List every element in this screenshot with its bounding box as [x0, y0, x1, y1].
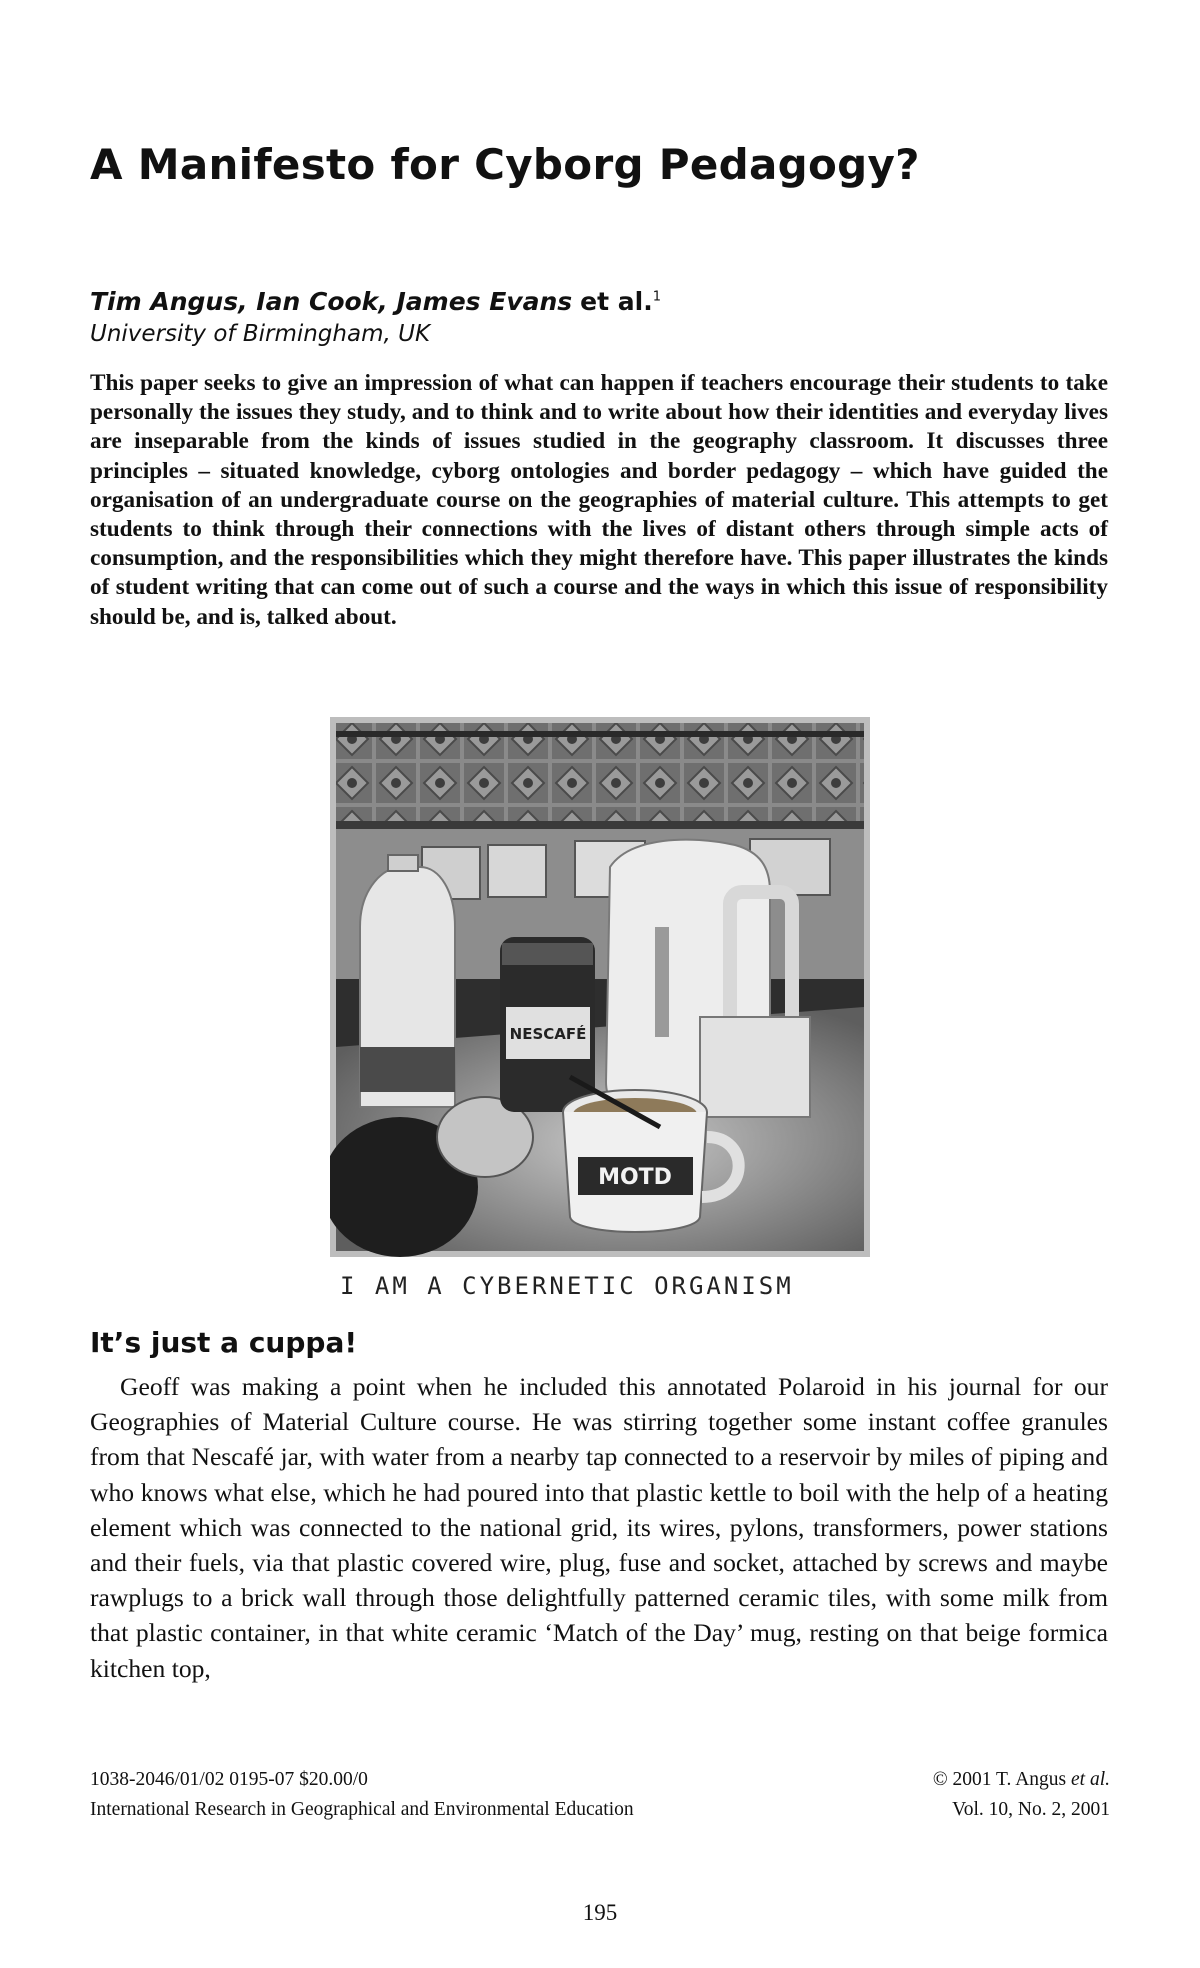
photo-annotation: I AM A CYBERNETIC ORGANISM: [340, 1272, 794, 1300]
affiliation: University of Birmingham, UK: [90, 321, 431, 347]
author-line: [90, 287, 661, 316]
body-paragraph: Geoff was making a point when he included this annotated Polaroid in his journal for our Geographies of Material Culture course. He was stirring together some instant coffee granules from that Nescafé jar, with water from a nearby tap connected to a reservoir by miles of piping and who knows what else, which he had poured into that plastic kettle to boil with the help of a heating element which was connected to the national grid, its wires, pylons, transformers, power stations and their fuels, via that plastic covered wire, plug, fuse and socket, attached by screws and maybe rawplugs to a brick wall through those delightfully patterned ceramic tiles, with some milk from that plastic container, in that white ceramic ‘Match of the Day’ mug, resting on that beige formica kitchen top,: [90, 1372, 1108, 1683]
copyright-etal: et al.: [1071, 1769, 1110, 1790]
author-names: Tim Angus, Ian Cook, James Evans: [90, 287, 573, 316]
copyright-text: © 2001 T. Angus: [932, 1769, 1067, 1790]
author-etal: et al.: [580, 287, 653, 316]
page-number: 195: [582, 1900, 618, 1925]
journal-name: International Research in Geographical and Environmental Education: [90, 1799, 634, 1820]
kitchen-photo-illustration: [330, 717, 870, 1257]
polaroid-photo: [330, 717, 870, 1257]
abstract: This paper seeks to give an impression of what can happen if teachers encourage their students to take personally the issues they study, and to think and to write about how their identities and everyday lives are inseparable from the kinds of issues studied in the geography classroom. It discusses three principles – situated knowledge, cyborg ontologies and border pedagogy – which have guided the organisation of an undergraduate course on the geographies of material culture. This attempts to get students to think through their connections with the lives of distant others through simple acts of consumption, and the responsibilities which they might therefore have. This paper illustrates the kinds of student writing that can come out of such a course and the ways in which this issue of responsibility should be, and is, talked about.: [90, 370, 1108, 630]
volume-info: Vol. 10, No. 2, 2001: [952, 1799, 1110, 1820]
section-heading: It’s just a cuppa!: [90, 1326, 358, 1359]
footer-right: [933, 1765, 1110, 1825]
mug-label: MOTD: [598, 1165, 672, 1190]
footer-left: [90, 1765, 634, 1825]
jar-label: NESCAFÉ: [509, 1025, 587, 1043]
copyright-line: [933, 1765, 1110, 1795]
issn-code: 1038-2046/01/02 0195-07 $20.00/0: [90, 1769, 368, 1790]
article-title: A Manifesto for Cyborg Pedagogy?: [90, 140, 920, 189]
footnote-marker: 1: [652, 289, 661, 305]
